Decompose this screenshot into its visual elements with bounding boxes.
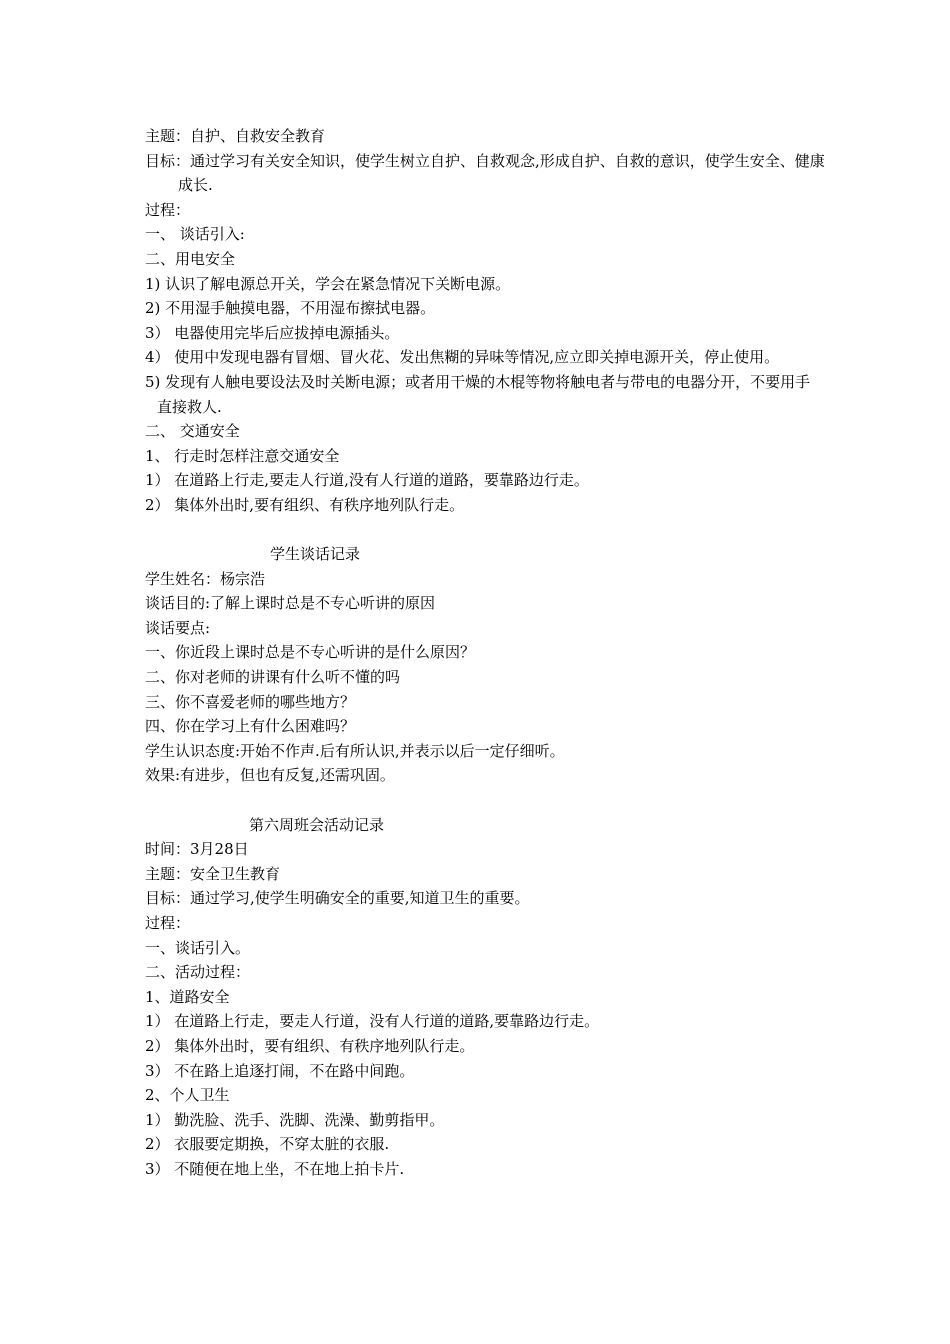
meeting-goal: 目标：通过学习,使学生明确安全的重要,知道卫生的重要。 bbox=[145, 889, 530, 908]
document-page bbox=[145, 124, 825, 1182]
goal-line: 目标：通过学习有关安全知识，使学生树立自护、自救观念,形成自护、自救的意识，使学生安全、健康成长. bbox=[145, 151, 825, 195]
section-student-talk-record bbox=[145, 542, 825, 788]
section-safety-education bbox=[145, 124, 825, 518]
list-item: 四、你在学习上有什么困难吗？ bbox=[145, 717, 356, 736]
student-attitude: 学生认识态度:开始不作声.后有所认识,并表示以后一定仔细听。 bbox=[145, 741, 565, 760]
subheading: 2、个人卫生 bbox=[145, 1086, 230, 1105]
heading-traffic-safety: 二、 交通安全 bbox=[145, 422, 240, 441]
spacer bbox=[145, 518, 825, 543]
list-item: 2) 不用湿手触摸电器，不用湿布擦拭电器。 bbox=[145, 299, 436, 318]
section-class-meeting-record bbox=[145, 813, 825, 1182]
list-item: 4） 使用中发现电器有冒烟、冒火花、发出焦糊的异味等情况,应立即关掉电源开关，停止使用。 bbox=[145, 348, 780, 367]
heading-activity: 二、活动过程： bbox=[145, 963, 251, 982]
heading-electric-safety: 二、用电安全 bbox=[145, 249, 236, 268]
student-name: 学生姓名：杨宗浩 bbox=[145, 569, 266, 588]
talk-points-label: 谈话要点: bbox=[145, 618, 211, 637]
list-item: 3） 不随便在地上坐，不在地上拍卡片. bbox=[145, 1159, 405, 1178]
talk-purpose: 谈话目的:了解上课时总是不专心听讲的原因 bbox=[145, 594, 436, 613]
spacer bbox=[145, 788, 825, 813]
process-label: 过程： bbox=[145, 914, 191, 932]
section-title: 学生谈话记录 bbox=[270, 545, 361, 564]
heading-intro: 一、 谈话引入: bbox=[145, 225, 245, 244]
subheading: 1、 行走时怎样注意交通安全 bbox=[145, 446, 340, 465]
process-label: 过程： bbox=[145, 200, 191, 219]
list-item: 二、你对老师的讲课有什么听不懂的吗 bbox=[145, 668, 401, 687]
list-item: 1） 勤洗脸、洗手、洗脚、洗澡、勤剪指甲。 bbox=[145, 1110, 445, 1129]
talk-result: 效果:有进步，但也有反复,还需巩固。 bbox=[145, 766, 395, 785]
section-title: 第六周班会活动记录 bbox=[249, 815, 385, 834]
list-item: 1） 在道路上行走，要走人行道，没有人行道的道路,要靠路边行走。 bbox=[145, 1012, 600, 1031]
list-item: 5) 发现有人触电要设法及时关断电源；或者用干燥的木棍等物将触电者与带电的电器分开，不要用手直接救人. bbox=[145, 372, 811, 416]
list-item: 3） 电器使用完毕后应拔掉电源插头。 bbox=[145, 323, 400, 342]
list-item: 2） 集体外出时,要有组织、有秩序地列队行走。 bbox=[145, 495, 465, 514]
list-item: 三、你不喜爱老师的哪些地方？ bbox=[145, 692, 356, 711]
list-item: 1） 在道路上行走,要走人行道,没有人行道的道路，要靠路边行走。 bbox=[145, 471, 589, 490]
list-item: 2） 衣服要定期换，不穿太脏的衣服. bbox=[145, 1135, 390, 1154]
list-item: 1) 认识了解电源总开关，学会在紧急情况下关断电源。 bbox=[145, 274, 511, 293]
heading-intro: 一、谈话引入。 bbox=[145, 938, 251, 957]
theme-line: 主题：自护、自救安全教育 bbox=[145, 127, 326, 145]
list-item: 一、你近段上课时总是不专心听讲的是什么原因？ bbox=[145, 643, 476, 662]
subheading: 1、道路安全 bbox=[145, 987, 230, 1006]
meeting-time: 时间：3月28日 bbox=[145, 840, 249, 859]
list-item: 3） 不在路上追逐打闹，不在路中间跑。 bbox=[145, 1061, 415, 1080]
meeting-theme: 主题：安全卫生教育 bbox=[145, 864, 281, 883]
list-item: 2） 集体外出时，要有组织、有秩序地列队行走。 bbox=[145, 1036, 475, 1055]
